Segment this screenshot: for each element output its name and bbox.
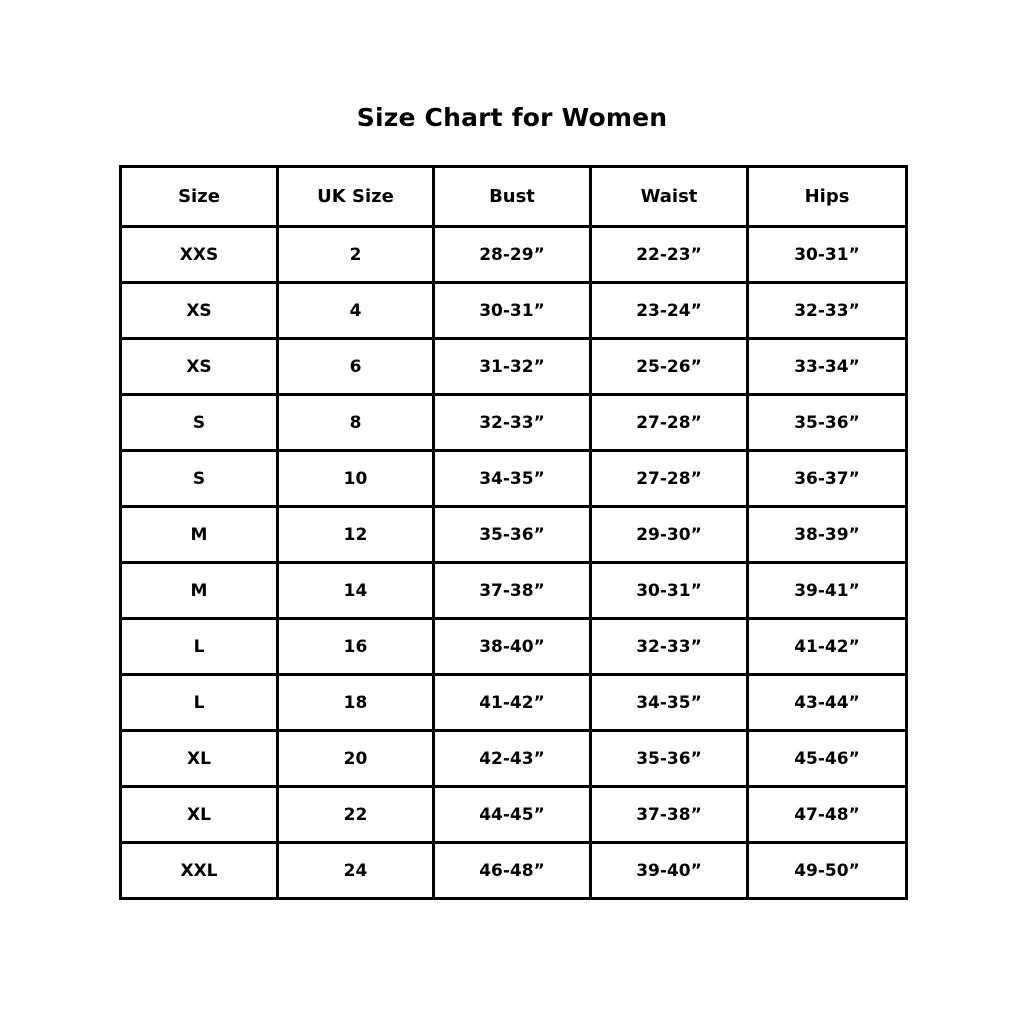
cell-bust: 46-48” (434, 843, 591, 899)
cell-hips: 49-50” (748, 843, 907, 899)
cell-bust: 37-38” (434, 563, 591, 619)
cell-uk-size: 4 (278, 283, 434, 339)
column-header-size: Size (121, 167, 278, 227)
cell-bust: 35-36” (434, 507, 591, 563)
table-row (121, 395, 907, 451)
column-header-waist: Waist (591, 167, 748, 227)
cell-bust: 30-31” (434, 283, 591, 339)
size-chart-table (119, 165, 908, 900)
cell-hips: 36-37” (748, 451, 907, 507)
table-row (121, 843, 907, 899)
table-row (121, 787, 907, 843)
table-header-row (121, 167, 907, 227)
cell-size: M (121, 507, 278, 563)
cell-bust: 34-35” (434, 451, 591, 507)
cell-waist: 30-31” (591, 563, 748, 619)
cell-size: XXS (121, 227, 278, 283)
cell-waist: 37-38” (591, 787, 748, 843)
column-header-hips: Hips (748, 167, 907, 227)
table-row (121, 619, 907, 675)
cell-uk-size: 12 (278, 507, 434, 563)
page-title: Size Chart for Women (356, 103, 668, 132)
cell-size: XXL (121, 843, 278, 899)
table-row (121, 339, 907, 395)
cell-waist: 29-30” (591, 507, 748, 563)
table-row (121, 227, 907, 283)
table-row (121, 675, 907, 731)
cell-uk-size: 10 (278, 451, 434, 507)
cell-uk-size: 24 (278, 843, 434, 899)
cell-uk-size: 14 (278, 563, 434, 619)
cell-hips: 43-44” (748, 675, 907, 731)
cell-bust: 42-43” (434, 731, 591, 787)
table-header (121, 167, 907, 227)
cell-hips: 41-42” (748, 619, 907, 675)
cell-bust: 31-32” (434, 339, 591, 395)
column-header-bust: Bust (434, 167, 591, 227)
cell-uk-size: 16 (278, 619, 434, 675)
cell-waist: 27-28” (591, 395, 748, 451)
cell-bust: 44-45” (434, 787, 591, 843)
column-header-uk-size: UK Size (278, 167, 434, 227)
cell-hips: 30-31” (748, 227, 907, 283)
cell-bust: 32-33” (434, 395, 591, 451)
cell-size: S (121, 395, 278, 451)
size-chart-table-container (119, 165, 905, 900)
table-row (121, 451, 907, 507)
table-row (121, 731, 907, 787)
cell-uk-size: 22 (278, 787, 434, 843)
cell-uk-size: 20 (278, 731, 434, 787)
cell-hips: 45-46” (748, 731, 907, 787)
cell-size: S (121, 451, 278, 507)
cell-size: XS (121, 339, 278, 395)
cell-uk-size: 8 (278, 395, 434, 451)
cell-size: XL (121, 731, 278, 787)
cell-waist: 39-40” (591, 843, 748, 899)
cell-hips: 47-48” (748, 787, 907, 843)
cell-size: M (121, 563, 278, 619)
cell-hips: 35-36” (748, 395, 907, 451)
table-row (121, 507, 907, 563)
cell-waist: 32-33” (591, 619, 748, 675)
cell-waist: 34-35” (591, 675, 748, 731)
cell-waist: 25-26” (591, 339, 748, 395)
cell-size: L (121, 675, 278, 731)
cell-size: XS (121, 283, 278, 339)
cell-size: L (121, 619, 278, 675)
cell-waist: 35-36” (591, 731, 748, 787)
cell-hips: 32-33” (748, 283, 907, 339)
table-row (121, 283, 907, 339)
cell-waist: 27-28” (591, 451, 748, 507)
cell-bust: 41-42” (434, 675, 591, 731)
cell-bust: 28-29” (434, 227, 591, 283)
cell-hips: 33-34” (748, 339, 907, 395)
cell-hips: 38-39” (748, 507, 907, 563)
cell-hips: 39-41” (748, 563, 907, 619)
cell-waist: 23-24” (591, 283, 748, 339)
cell-waist: 22-23” (591, 227, 748, 283)
cell-uk-size: 18 (278, 675, 434, 731)
table-body (121, 227, 907, 899)
cell-bust: 38-40” (434, 619, 591, 675)
table-row (121, 563, 907, 619)
cell-uk-size: 6 (278, 339, 434, 395)
cell-size: XL (121, 787, 278, 843)
cell-uk-size: 2 (278, 227, 434, 283)
